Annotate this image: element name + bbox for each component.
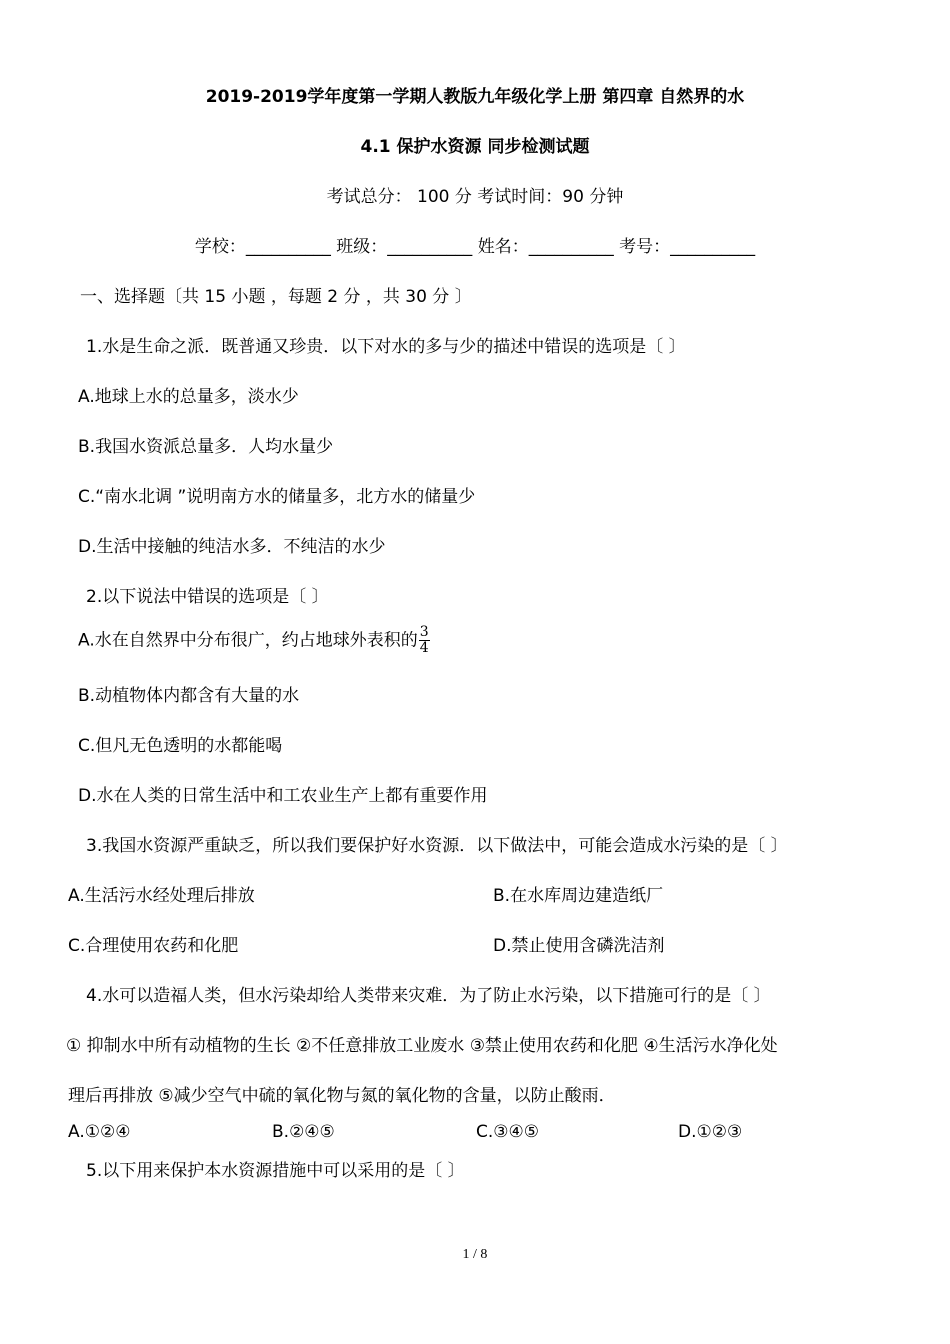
question-4-stem: 4.水可以造福人类，但水污染却给人类带来灾难．为了防止水污染，以下措施可行的是〔 〕 (86, 986, 771, 1006)
question-3-option-a: A.生活污水经处理后排放 (68, 886, 255, 906)
title-line-1: 2019-2019学年度第一学期人教版九年级化学上册 第四章 自然界的水 (205, 87, 745, 107)
question-4-option-a: A.①②④ (68, 1122, 131, 1142)
question-4-option-c: C.③④⑤ (476, 1122, 539, 1142)
page-number: 1 / 8 (462, 1247, 488, 1262)
exam-info: 考试总分： 100 分 考试时间：90 分钟 (326, 187, 624, 207)
question-3-option-d: D.禁止使用含磷洗洁剂 (493, 936, 665, 956)
fraction-numerator: 3 (419, 624, 429, 640)
student-info: 学校：__________ 班级：__________ 姓名：__________ 考号：__________ (194, 237, 756, 257)
question-1-option-a: A.地球上水的总量多，淡水少 (78, 387, 299, 407)
question-2-option-d: D.水在人类的日常生活中和工农业生产上都有重要作用 (78, 786, 488, 806)
question-2-option-c: C.但凡无色透明的水都能喝 (78, 736, 283, 756)
question-1-stem: 1.水是生命之派．既普通又珍贵．以下对水的多与少的描述中错误的选项是〔 〕 (86, 337, 686, 357)
question-1-option-c: C.“南水北调 ”说明南方水的储量多，北方水的储量少 (78, 487, 476, 507)
question-2-option-a-text: A.水在自然界中分布很广，约占地球外表积的 (78, 630, 418, 651)
question-2-stem: 2.以下说法中错误的选项是〔 〕 (86, 587, 329, 607)
question-4-items-line-2: 理后再排放 ⑤减少空气中硫的氧化物与氮的氧化物的含量，以防止酸雨． (68, 1086, 616, 1106)
title-line-2: 4.1 保护水资源 同步检测试题 (360, 137, 590, 157)
question-2-option-a (78, 625, 430, 656)
question-4-items-line-1: ① 抑制水中所有动植物的生长 ②不任意排放工业废水 ③禁止使用农药和化肥 ④生活污水净化处 (66, 1036, 778, 1056)
question-4-option-d: D.①②③ (678, 1122, 743, 1142)
fraction (419, 625, 430, 656)
question-5-stem: 5.以下用来保护本水资源措施中可以采用的是〔 〕 (86, 1161, 465, 1181)
question-3-stem: 3.我国水资源严重缺乏，所以我们要保护好水资源．以下做法中，可能会造成水污染的是〔 〕 (86, 836, 788, 856)
question-2-option-b: B.动植物体内都含有大量的水 (78, 686, 300, 706)
question-3-option-c: C.合理使用农药和化肥 (68, 936, 239, 956)
question-1-option-b: B.我国水资派总量多．人均水量少 (78, 437, 334, 457)
fraction-denominator: 4 (419, 640, 429, 656)
question-4-option-b: B.②④⑤ (272, 1122, 335, 1142)
section-heading: 一、选择题〔共 15 小题 ，每题 2 分 ，共 30 分 〕 (80, 287, 472, 307)
question-1-option-d: D.生活中接触的纯洁水多．不纯洁的水少 (78, 537, 386, 557)
question-3-option-b: B.在水库周边建造纸厂 (493, 886, 664, 906)
